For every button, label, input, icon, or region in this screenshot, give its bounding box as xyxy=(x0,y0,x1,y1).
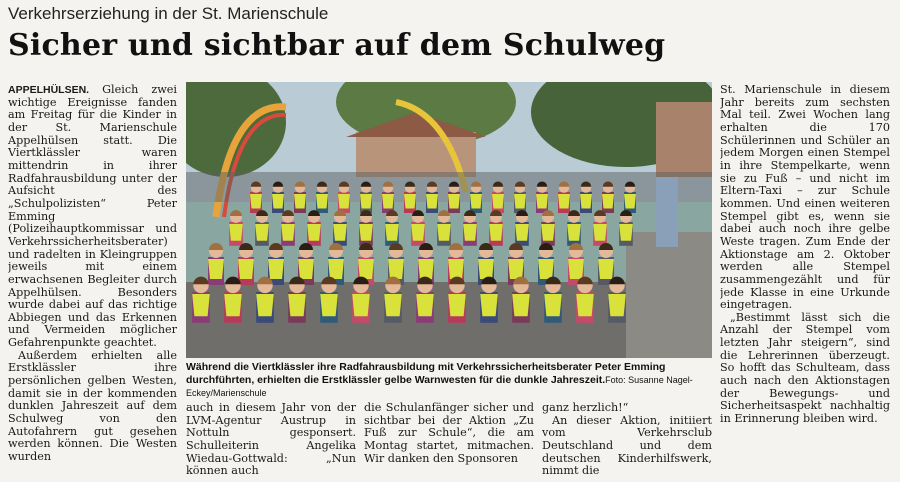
child-vest xyxy=(250,194,262,209)
photo-house-right xyxy=(656,102,712,177)
text-column-3 xyxy=(364,402,534,480)
child-vest xyxy=(333,224,347,241)
child-vest xyxy=(602,194,614,209)
lower-text-columns xyxy=(186,402,712,482)
child-vest xyxy=(328,259,344,279)
child-vest xyxy=(608,294,626,316)
child-vest xyxy=(576,294,594,316)
adult-figure xyxy=(656,177,678,247)
child-vest xyxy=(281,224,295,241)
photo-caption xyxy=(186,361,712,400)
child-vest xyxy=(567,224,581,241)
child-vest xyxy=(624,194,636,209)
paragraph-dank: ganz herzlich!“ xyxy=(542,402,629,414)
child-vest xyxy=(538,259,554,279)
child-vest xyxy=(352,294,370,316)
child-vest xyxy=(514,194,526,209)
child-vest xyxy=(358,259,374,279)
child-hair xyxy=(449,243,463,250)
article-photo xyxy=(186,82,712,358)
child-vest xyxy=(619,224,633,241)
child-vest xyxy=(492,194,504,209)
child-vest xyxy=(478,259,494,279)
child-hair xyxy=(209,243,223,250)
child-vest xyxy=(388,259,404,279)
child-vest xyxy=(229,224,243,241)
child-vest xyxy=(316,194,328,209)
child-vest xyxy=(268,259,284,279)
child-vest xyxy=(480,294,498,316)
caption-text: Während die Viertklässler ihre Radfahrausbildung mit Verkehrssicherheitsberater Peter Emming durchführten, erhielten die Erstklässler gelbe Warnwesten für die dunkle Jahreszeit. xyxy=(186,361,666,386)
child-vest xyxy=(512,294,530,316)
child-vest xyxy=(384,294,402,316)
child-vest xyxy=(385,224,399,241)
photo-credit: Foto: Susanne Nagel-Eckey/Marienschule xyxy=(186,375,693,398)
child-vest xyxy=(448,259,464,279)
child-vest xyxy=(255,224,269,241)
child-vest xyxy=(416,294,434,316)
child-vest xyxy=(238,259,254,279)
article-headline: Sicher und sichtbar auf dem Schulweg xyxy=(8,28,666,63)
child-vest xyxy=(404,194,416,209)
child-vest xyxy=(411,224,425,241)
child-vest xyxy=(192,294,210,316)
child-vest xyxy=(568,259,584,279)
child-vest xyxy=(598,259,614,279)
child-vest xyxy=(558,194,570,209)
child-vest xyxy=(208,259,224,279)
paragraph-lehrerinnen: „Bestimmt lässt sich die Anzahl der Stempel vom letzten Jahr steigern“, sind die Lehrerinnen überzeugt. So hofft das Schulteam, dass auch nach den Aktionstagen der Bewegungs- und Sicherheitsaspekt nachhaltig in Erinnerung bleiben wird. xyxy=(720,310,890,426)
child-hair xyxy=(230,210,242,216)
child-vest xyxy=(508,259,524,279)
child-hair xyxy=(193,277,208,285)
child-vest xyxy=(536,194,548,209)
child-vest xyxy=(515,224,529,241)
child-vest xyxy=(544,294,562,316)
text-column-5 xyxy=(720,84,890,480)
child-vest xyxy=(288,294,306,316)
photo-steps xyxy=(626,232,712,358)
child-vest xyxy=(448,294,466,316)
child-vest xyxy=(256,294,274,316)
paragraph-intro xyxy=(8,84,177,350)
paragraph-stempel: St. Marienschule in diesem Jahr bereits zum sechsten Mal teil. Zwei Wochen lang erhalten die 170 Schülerinnen und Schüler an jedem Morgen einen Stempel in ihre Stempelkarte, wenn sie zu Fuß – und nicht im Eltern-Taxi – zur Schule kommen. Und einen weiteren Stempel gibt es, wenn sie dabei auch noch ihre gelbe Weste tragen. Zum Ende der Aktionstage am 2. Oktober werden alle Stempel zusammengezählt und für jede Klasse in eine Urkunde eingetragen. xyxy=(720,84,890,312)
child-vest xyxy=(489,224,503,241)
child-vest xyxy=(470,194,482,209)
child-vest xyxy=(382,194,394,209)
paragraph-aktion: die Schulanfänger sicher und sichtbar bei der Aktion „Zu Fuß zur Schule“, die am Montag startet, mitmachen. Wir danken den Sponsoren xyxy=(364,402,534,465)
child-hair xyxy=(269,243,283,250)
article-kicker: Verkehrserziehung in der St. Marienschule xyxy=(8,4,329,23)
child-vest xyxy=(307,224,321,241)
child-vest xyxy=(426,194,438,209)
child-vest xyxy=(272,194,284,209)
paragraph-intro-text: Gleich zwei wichtige Ereignisse fanden am Freitag für die Kinder in der St. Marienschule Appelhülsen statt. Die Viertklässler waren mittendrin in ihrer Radfahrausbildung unter der Aufsicht des „Schulpolizisten“ Peter Emming (Polizeihauptkommissar und Verkehrssicherheitsberater) und radelten in Kleingruppen jeweils mit einem erwachsenen Begleiter durch Appelhülsen. Besonders wurde dabei auf das richtige Abbiegen und das Erkennen und Vermeiden möglicher Gefahrenpunkte geachtet. xyxy=(8,84,177,350)
dateline: APPELHÜLSEN. xyxy=(8,84,90,96)
paragraph-initiiert: An dieser Aktion, initiiert vom Verkehrsclub Deutschland und dem deutschen Kinderhilfswerk, nimmt die xyxy=(542,413,712,478)
child-vest xyxy=(463,224,477,241)
photo-illustration xyxy=(186,82,712,358)
child-vest xyxy=(320,294,338,316)
child-vest xyxy=(437,224,451,241)
child-vest xyxy=(294,194,306,209)
paragraph-westen: Außerdem erhielten alle Erstklässler ihre persönlichen gelben Westen, damit sie in der kommenden dunklen Jahreszeit auf dem Schulweg von den Autofahrern gut gesehen werden können. Die Westen wurden xyxy=(8,348,177,464)
text-column-2 xyxy=(186,402,356,480)
text-column-4 xyxy=(542,402,712,480)
child-vest xyxy=(418,259,434,279)
child-vest xyxy=(338,194,350,209)
child-vest xyxy=(580,194,592,209)
text-column-1 xyxy=(8,84,177,480)
child-vest xyxy=(448,194,460,209)
child-vest xyxy=(360,194,372,209)
child-vest xyxy=(593,224,607,241)
paragraph-sponsor: auch in diesem Jahr von der LVM-Agentur Austrup in Nottuln gesponsert. Schulleiterin Angelika Wiedau-Gottwald: „Nun können auch xyxy=(186,402,356,478)
child-vest xyxy=(224,294,242,316)
child-vest xyxy=(298,259,314,279)
child-vest xyxy=(541,224,555,241)
child-vest xyxy=(359,224,373,241)
